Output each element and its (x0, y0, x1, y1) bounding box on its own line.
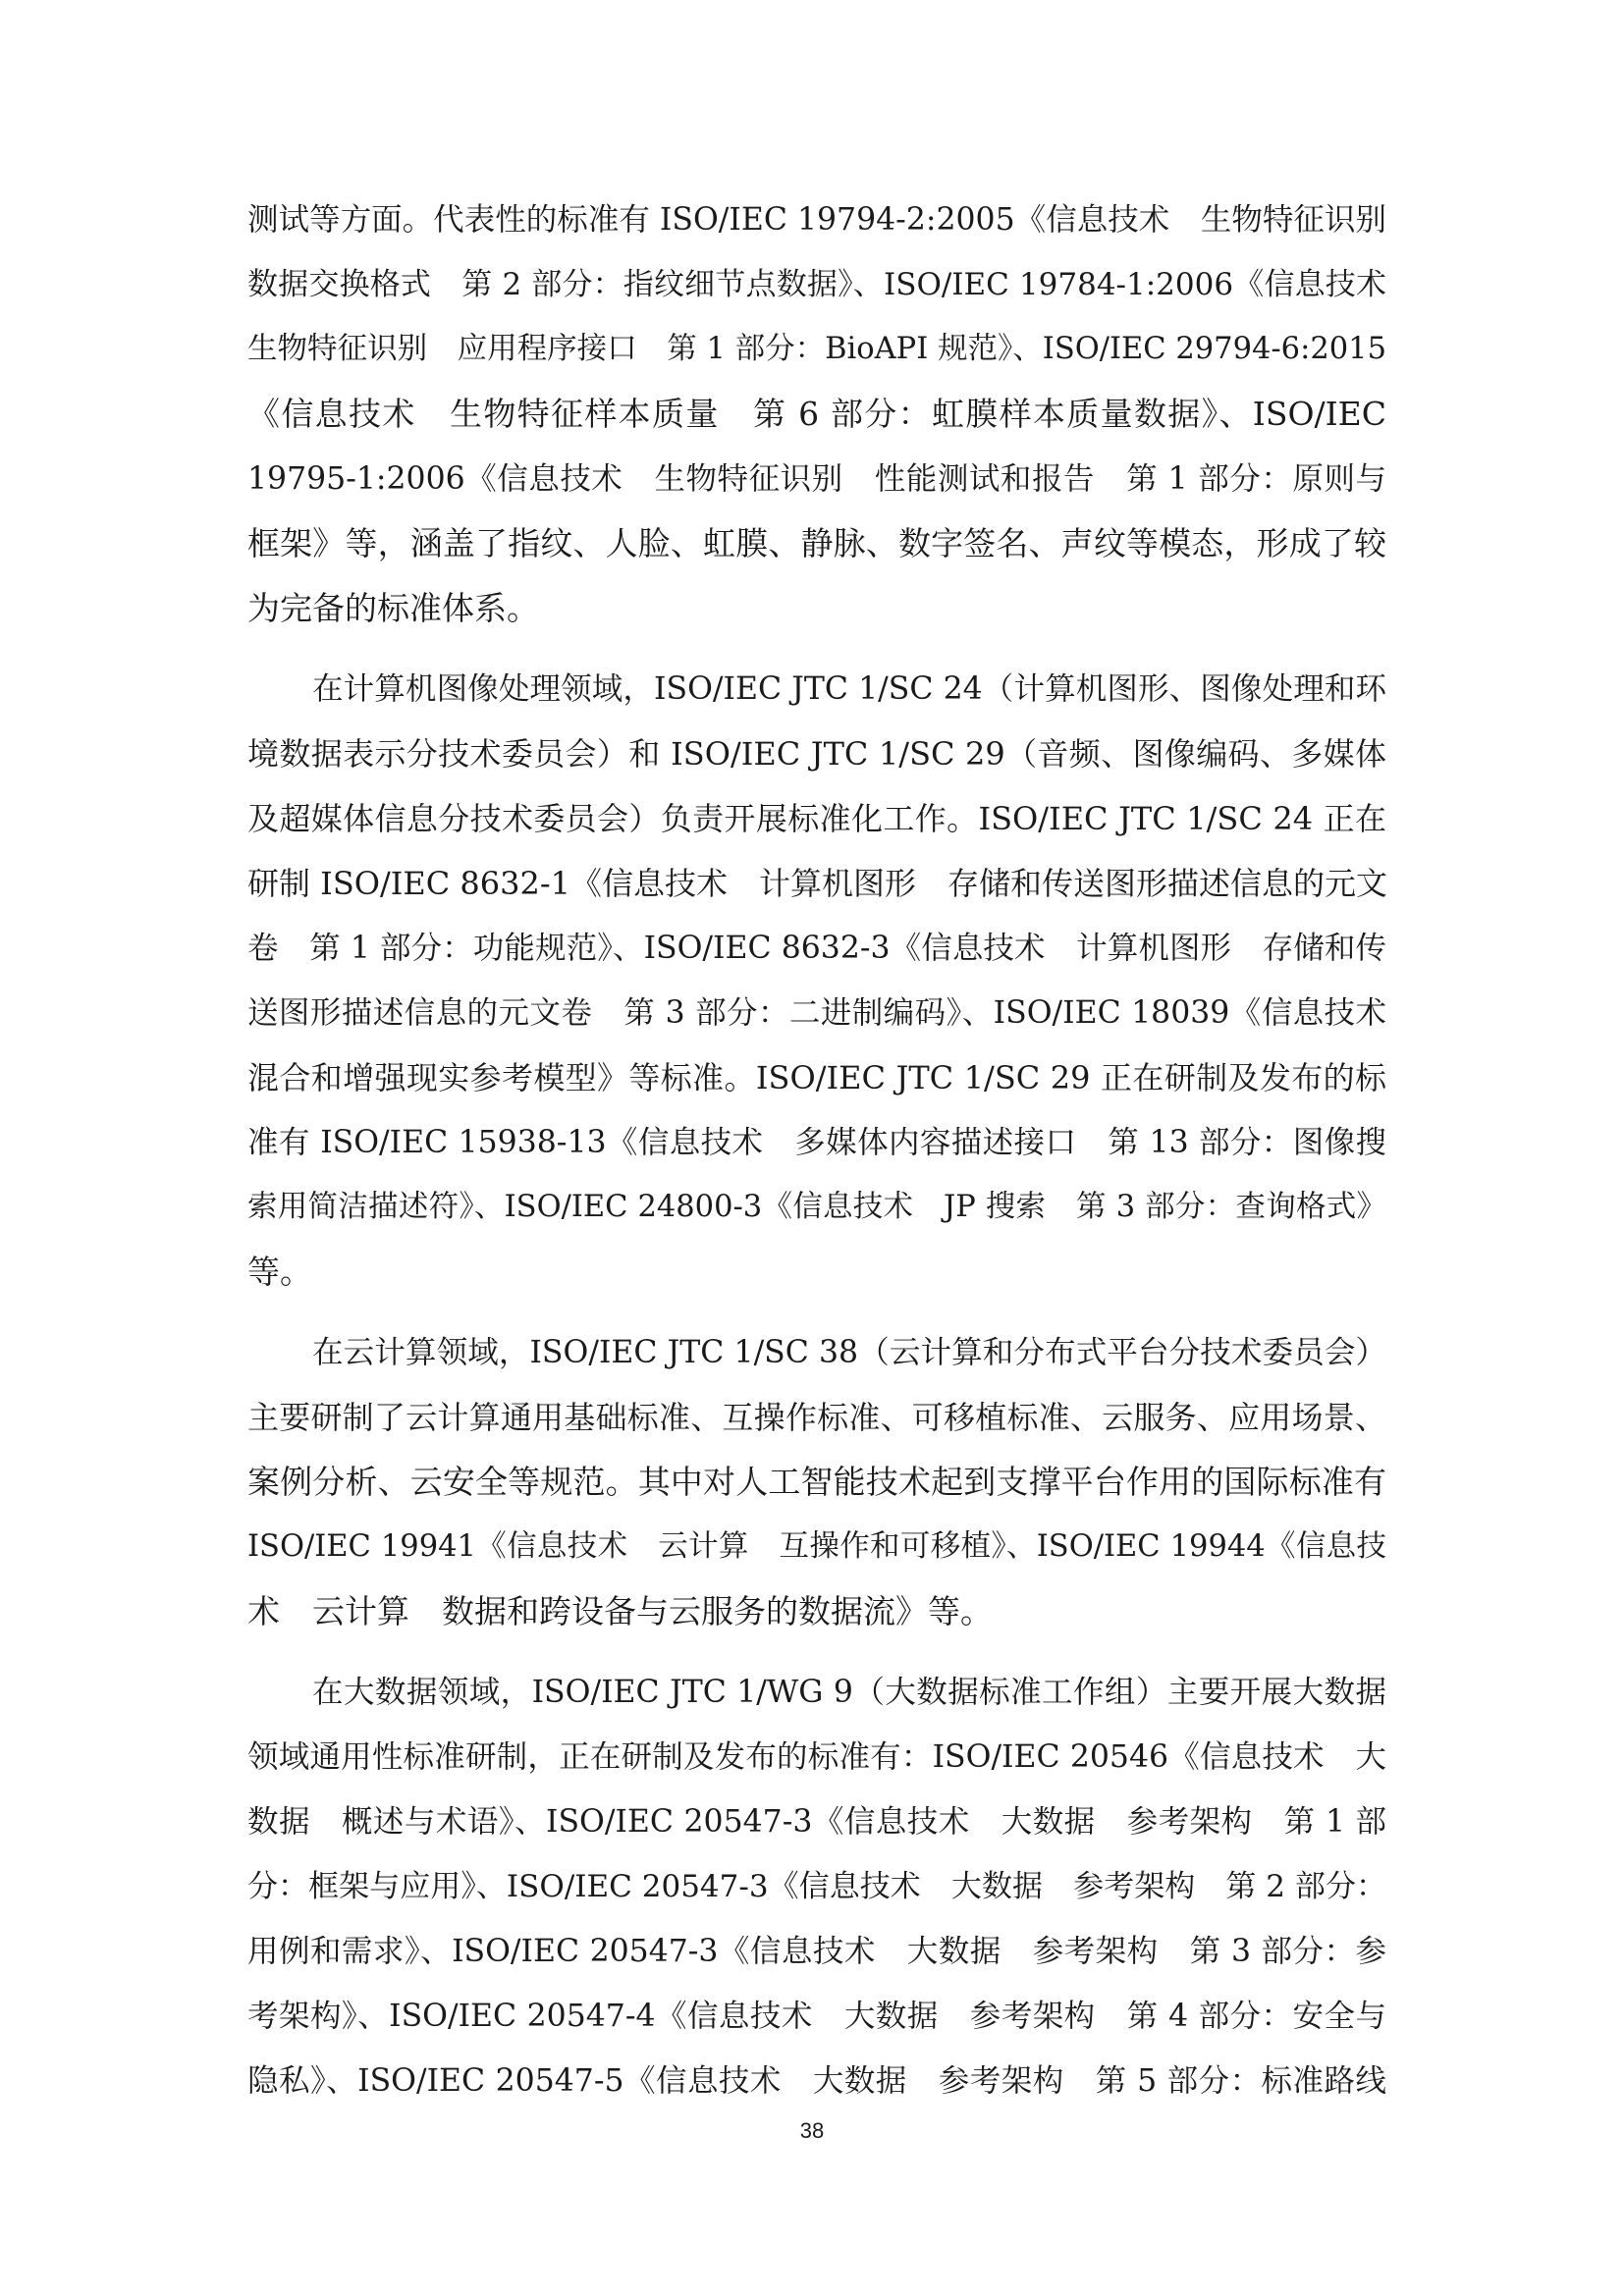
paragraph-3-line-2: 主要研制了云计算通用基础标准、互操作标准、可移植标准、云服务、应用场景、 (247, 1399, 1386, 1436)
paragraph-1-line-3: 生物特征识别 应用程序接口 第 1 部分：BioAPI 规范》、ISO/IEC 29794-6:2015 (247, 332, 1386, 366)
paragraph-2-line-3: 及超媒体信息分技术委员会）负责开展标准化工作。ISO/IEC JTC 1/SC 24 正在 (247, 800, 1386, 837)
paragraph-1-line-6: 框架》等，涵盖了指纹、人脸、虹膜、静脉、数字签名、声纹等模态，形成了较 (247, 524, 1386, 562)
paragraph-2-line-9: 索用简洁描述符》、ISO/IEC 24800-3《信息技术 JP 搜索 第 3 部分：查询格式》 (247, 1190, 1386, 1224)
paragraph-2-line-10: 等。 (247, 1253, 312, 1291)
paragraph-4-line-5: 用例和需求》、ISO/IEC 20547-3《信息技术 大数据 参考架构 第 3 部分：参 (247, 1934, 1386, 1969)
paragraph-3-line-1: 在云计算领域，ISO/IEC JTC 1/SC 38（云计算和分布式平台分技术委员会） (312, 1335, 1386, 1370)
paragraph-2-line-7: 混合和增强现实参考模型》等标准。ISO/IEC JTC 1/SC 29 正在研制及发布的标 (247, 1059, 1386, 1096)
paragraph-3-line-3: 案例分析、云安全等规范。其中对人工智能技术起到支撑平台作用的国际标准有 (247, 1463, 1386, 1501)
paragraph-2-line-5: 卷 第 1 部分：功能规范》、ISO/IEC 8632-3《信息技术 计算机图形 存储和传 (247, 931, 1386, 966)
paragraph-2-line-6: 送图形描述信息的元文卷 第 3 部分：二进制编码》、ISO/IEC 18039《信息技术 (247, 995, 1386, 1031)
paragraph-2-line-4: 研制 ISO/IEC 8632-1《信息技术 计算机图形 存储和传送图形描述信息的元文 (247, 865, 1388, 902)
paragraph-4-line-1: 在大数据领域，ISO/IEC JTC 1/WG 9（大数据标准工作组）主要开展大数据 (312, 1675, 1386, 1710)
page-number: 38 (799, 2118, 825, 2143)
paragraph-4-line-2: 领域通用性标准研制，正在研制及发布的标准有：ISO/IEC 20546《信息技术 大 (247, 1739, 1386, 1775)
paragraph-4-line-6: 考架构》、ISO/IEC 20547-4《信息技术 大数据 参考架构 第 4 部分：安全与 (247, 1999, 1386, 2034)
paragraph-2-line-1: 在计算机图像处理领域，ISO/IEC JTC 1/SC 24（计算机图形、图像处理和环 (312, 671, 1386, 707)
paragraph-1-line-5: 19795-1:2006《信息技术 生物特征识别 性能测试和报告 第 1 部分：原则与 (247, 461, 1386, 497)
paragraph-4-line-7: 隐私》、ISO/IEC 20547-5《信息技术 大数据 参考架构 第 5 部分：标准路线 (247, 2063, 1386, 2099)
paragraph-2-line-8: 准有 ISO/IEC 15938-13《信息技术 多媒体内容描述接口 第 13 部分：图像搜 (247, 1125, 1386, 1160)
paragraph-2-line-2: 境数据表示分技术委员会）和 ISO/IEC JTC 1/SC 29（音频、图像编码、多媒体 (247, 735, 1386, 773)
paragraph-1-line-2: 数据交换格式 第 2 部分：指纹细节点数据》、ISO/IEC 19784-1:2006《信息技术 (247, 267, 1386, 302)
paragraph-1-line-7: 为完备的标准体系。 (247, 589, 539, 627)
paragraph-1-line-1: 测试等方面。代表性的标准有 ISO/IEC 19794-2:2005《信息技术 生物特征识别 (247, 202, 1386, 238)
paragraph-3-line-5: 术 云计算 数据和跨设备与云服务的数据流》等。 (247, 1592, 993, 1630)
paragraph-4-line-4: 分：框架与应用》、ISO/IEC 20547-3《信息技术 大数据 参考架构 第 2 部分： (247, 1869, 1386, 1904)
paragraph-3-line-4: ISO/IEC 19941《信息技术 云计算 互操作和可移植》、ISO/IEC 19944《信息技 (247, 1529, 1386, 1564)
paragraph-1-line-4: 《信息技术 生物特征样本质量 第 6 部分：虹膜样本质量数据》、ISO/IEC (247, 395, 1386, 433)
paragraph-4-line-3: 数据 概述与术语》、ISO/IEC 20547-3《信息技术 大数据 参考架构 第 1 部 (247, 1804, 1386, 1840)
